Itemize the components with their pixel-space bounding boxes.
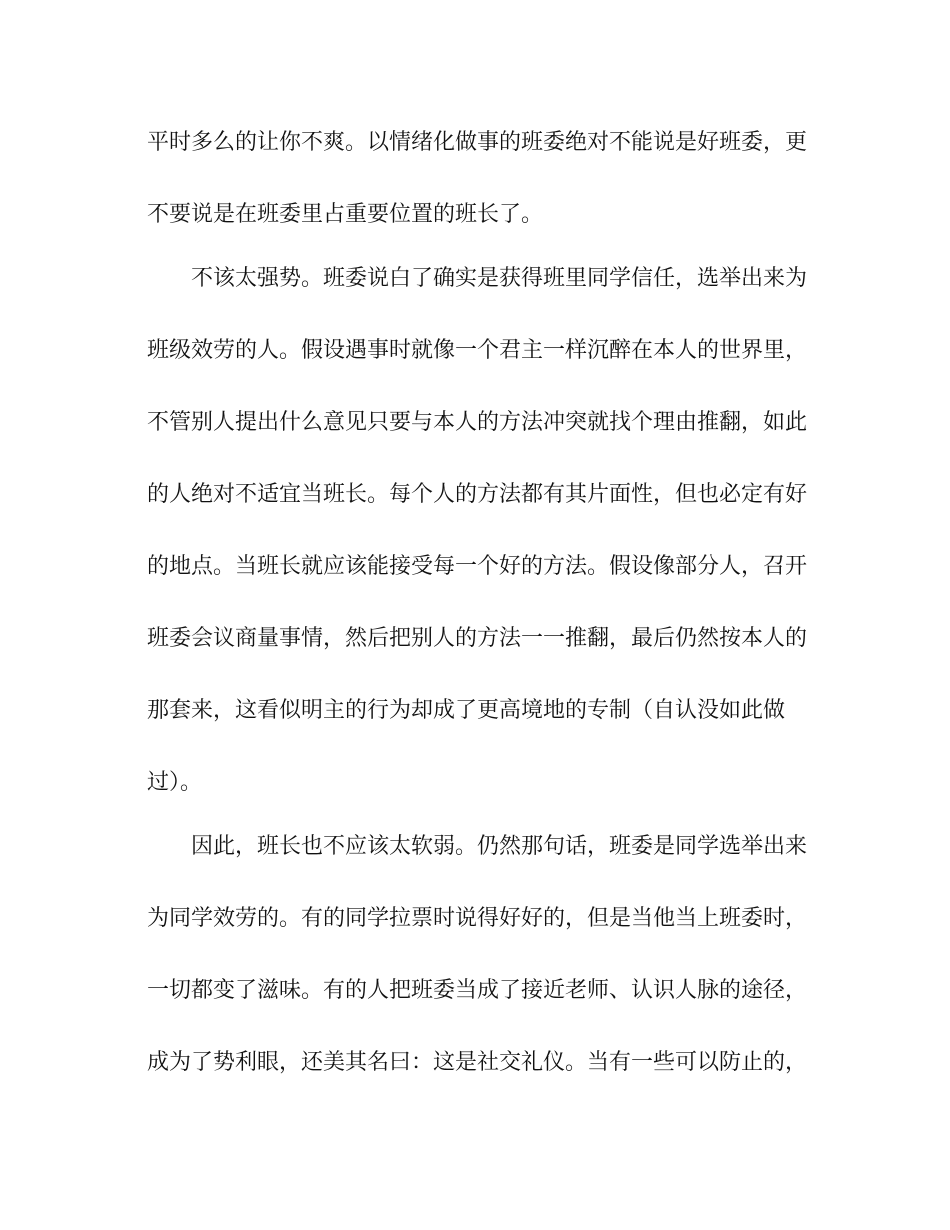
paragraph-start-line-11: 因此，班长也不应该太软弱。仍然那句话，班委是同学选举出来 [191, 834, 808, 859]
text-line-4: 班级效劳的人。假设遇事时就像一个君主一样沉醉在本人的世界里， [147, 338, 808, 363]
text-line-10: 过）。 [147, 770, 203, 795]
text-line-13: 一切都变了滋味。有的人把班委当成了接近老师、认识人脉的途径， [147, 978, 808, 1003]
text-line-14: 成为了势利眼，还美其名曰：这是社交礼仪。当有一些可以防止的， [147, 1050, 808, 1075]
text-line-12: 为同学效劳的。有的同学拉票时说得好好的，但是当他当上班委时， [147, 906, 808, 931]
text-line-5: 不管别人提出什么意见只要与本人的方法冲突就找个理由推翻，如此 [147, 410, 808, 435]
paragraph-start-line-3: 不该太强势。班委说白了确实是获得班里同学信任，选举出来为 [191, 266, 808, 291]
text-line-7: 的地点。当班长就应该能接受每一个好的方法。假设像部分人，召开 [147, 554, 808, 579]
text-line-9: 那套来，这看似明主的行为却成了更高境地的专制（自认没如此做 [147, 698, 786, 723]
text-line-1: 平时多么的让你不爽。以情绪化做事的班委绝对不能说是好班委，更 [147, 130, 808, 155]
text-line-8: 班委会议商量事情，然后把别人的方法一一推翻，最后仍然按本人的 [147, 626, 808, 651]
text-line-2: 不要说是在班委里占重要位置的班长了。 [147, 202, 544, 227]
text-line-6: 的人绝对不适宜当班长。每个人的方法都有其片面性，但也必定有好 [147, 482, 808, 507]
